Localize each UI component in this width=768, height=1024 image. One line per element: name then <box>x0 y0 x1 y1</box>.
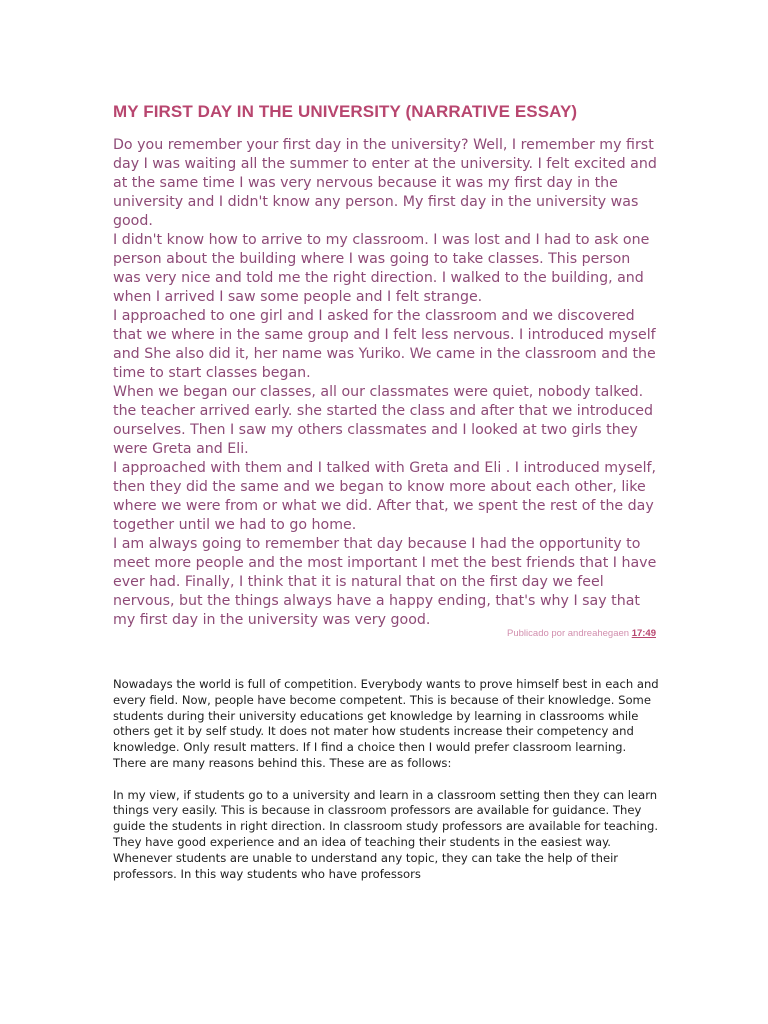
essay-paragraph: I didn't know how to arrive to my classroom. I was lost and I had to ask one person about the building where I was going to take classes. This person was very nice and told me the right direction. I walked to the building, and when I arrived I saw some people and I felt strange. <box>113 232 650 305</box>
post-byline <box>113 628 656 640</box>
second-essay-body <box>113 677 661 882</box>
essay-title: MY FIRST DAY IN THE UNIVERSITY (NARRATIVE ESSAY) <box>113 102 578 121</box>
essay-body <box>113 136 661 630</box>
essay-paragraph: When we began our classes, all our classmates were quiet, nobody talked. the teacher arrived early. she started the class and after that we introduced ourselves. Then I saw my others classmates and I looked at two girls they were Greta and Eli. <box>113 384 654 457</box>
essay-paragraph: I am always going to remember that day because I had the opportunity to meet more people and the most important I met the best friends that I have ever had. Finally, I think that it is natural that on the first day we feel nervous, but the things always have a happy ending, that's why I say that my first day in the university was very good. <box>113 536 657 628</box>
essay-paragraph: Do you remember your first day in the university? Well, I remember my first day I was waiting all the summer to enter at the university. I felt excited and at the same time I was very nervous because it was my first day in the university and I didn't know any person. My first day in the university was good. <box>113 137 657 229</box>
second-essay-paragraph: In my view, if students go to a university and learn in a classroom setting then they can learn things very easily. This is because in classroom professors are available for guidance. They guide the students in right direction. In classroom study professors are available for teaching. They have good experience and an idea of teaching their students in the easiest way. Whenever students are unable to understand any topic, they can take the help of their professors. In this way students who have professors <box>113 787 659 881</box>
byline-author: Publicado por andreahegaen <box>507 628 630 639</box>
byline-time-link[interactable]: 17:49 <box>631 628 656 639</box>
essay-paragraph: I approached with them and I talked with Greta and Eli . I introduced myself, then they did the same and we began to know more about each other, like where we were from or what we did. After that, we spent the rest of the day together until we had to go home. <box>113 460 657 533</box>
second-essay-paragraph: Nowadays the world is full of competition. Everybody wants to prove himself best in each and every field. Now, people have become competent. This is because of their knowledge. Some students during their university educations get knowledge by learning in classrooms while others get it by self study. It does not mater how students increase their competency and knowledge. Only result matters. If I find a choice then I would prefer classroom learning. There are many reasons behind this. These are as follows: <box>113 677 659 770</box>
essay-paragraph: I approached to one girl and I asked for the classroom and we discovered that we where in the same group and I felt less nervous. I introduced myself and She also did it, her name was Yuriko. We came in the classroom and the time to start classes began. <box>113 308 656 381</box>
